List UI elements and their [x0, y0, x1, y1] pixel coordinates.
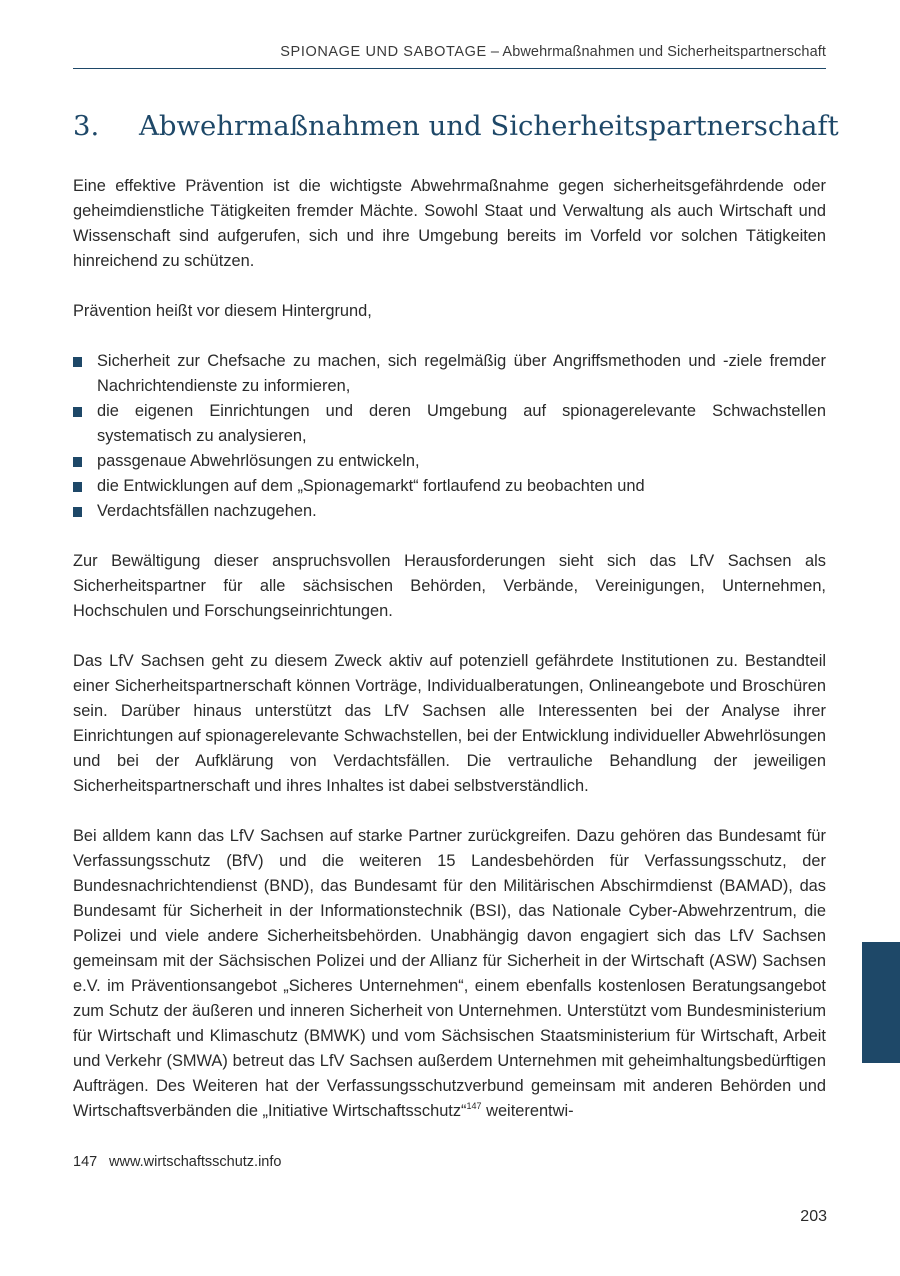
header-rule [73, 68, 826, 69]
body-text [73, 174, 826, 1149]
bullet-list [73, 349, 826, 524]
list-item [73, 474, 826, 499]
square-bullet-icon [73, 357, 82, 367]
running-header-chapter: Abwehrmaßnahmen und Sicherheitspartnerschaft [502, 44, 826, 60]
square-bullet-icon [73, 457, 82, 467]
paragraph-security-partner: Zur Bewältigung dieser anspruchsvollen Herausforderungen sieht sich das LfV Sachsen als Sicherheitspartner für alle sächsischen Behörden, Verbände, Vereinigungen, Unternehmen, Hochschulen und Forschungseinrichtungen. [73, 552, 826, 620]
paragraph-partners [73, 824, 826, 1124]
list-item [73, 499, 826, 524]
page-number: 203 [800, 1208, 827, 1225]
running-header-separator: – [486, 44, 503, 60]
footnote-number: 147 [73, 1154, 98, 1170]
list-item-text: Verdachtsfällen nachzugehen. [97, 502, 317, 520]
square-bullet-icon [73, 482, 82, 492]
list-item-text: die Entwicklungen auf dem „Spionagemarkt“ fortlaufend zu beobachten und [97, 477, 645, 495]
square-bullet-icon [73, 407, 82, 417]
chapter-title: Abwehrmaßnahmen und Sicherheitspartnerschaft [139, 110, 839, 142]
list-item [73, 349, 826, 399]
chapter-number: 3. [73, 110, 100, 142]
list-item-text: die eigenen Einrichtungen und deren Umgebung auf spionagerelevante Schwachstellen systematisch zu analysieren, [97, 402, 826, 445]
chapter-side-tab [862, 942, 900, 1063]
footnote-link[interactable]: www.wirtschaftsschutz.info [109, 1154, 282, 1170]
list-item-text: Sicherheit zur Chefsache zu machen, sich regelmäßig über Angriffsmethoden und -ziele fremder Nachrichtendienste zu informieren, [97, 352, 826, 395]
running-header-section: SPIONAGE UND SABOTAGE [280, 44, 487, 60]
paragraph-partners-tail: weiterentwi- [481, 1102, 574, 1120]
paragraph-partnership-offer: Das LfV Sachsen geht zu diesem Zweck aktiv auf potenziell gefährdete Institutionen zu. Bestandteil einer Sicherheitspartnerschaft können Vorträge, Individualberatungen, Onlineangebote und Broschüren sein. Darüber hinaus unterstützt das LfV Sachsen alle Interessenten bei der Analyse ihrer Einrichtungen auf spionagerelevante Schwachstellen, bei der Entwicklung individueller Abwehrlösungen und bei der Aufklärung von Verdachtsfällen. Die vertrauliche Behandlung der jeweiligen Sicherheitspartnerschaft und ihres Inhaltes ist dabei selbstverständlich. [73, 652, 826, 795]
list-item [73, 449, 826, 474]
square-bullet-icon [73, 507, 82, 517]
paragraph-partners-text: Bei alldem kann das LfV Sachsen auf starke Partner zurückgreifen. Dazu gehören das Bundesamt für Verfassungsschutz (BfV) und die weiteren 15 Landesbehörden für Verfassungsschutz, der Bundesnachrichtendienst (BND), das Bundesamt für den Militärischen Abschirmdienst (BAMAD), das Bundesamt für Sicherheit in der Informationstechnik (BSI), das Nationale Cyber-Abwehrzentrum, die Polizei und viele andere Sicherheitsbehörden. Unabhängig davon engagiert sich das LfV Sachsen gemeinsam mit der Sächsischen Polizei und der Allianz für Sicherheit in der Wirtschaft (ASW) Sachsen e.V. im Präventionsangebot „Sicheres Unternehmen“, einem ebenfalls kostenlosen Beratungsangebot zum Schutz der äußeren und inneren Sicherheit von Unternehmen. Unterstützt vom Bundesministerium für Wirtschaft und Klimaschutz (BMWK) und vom Sächsischen Staatsministerium für Wirtschaft, Arbeit und Verkehr (SMWA) betreut das LfV Sachsen außerdem Unternehmen mit geheimhaltungsbedürftigen Aufträgen. Des Weiteren hat der Verfassungsschutzverbund gemeinsam mit anderen Behörden und Wirtschaftsverbänden die „Initiative Wirtschaftsschutz“ [73, 827, 826, 1120]
footnote [73, 1154, 281, 1170]
chapter-heading [73, 110, 839, 142]
list-item-text: passgenaue Abwehrlösungen zu entwickeln, [97, 452, 420, 470]
footnote-reference[interactable]: 147 [466, 1101, 482, 1111]
paragraph-intro: Eine effektive Prävention ist die wichtigste Abwehrmaßnahme gegen sicherheitsgefährdende oder geheimdienstliche Tätigkeiten fremder Mächte. Sowohl Staat und Verwaltung als auch Wirtschaft und Wissenschaft sind aufgerufen, sich und ihre Umgebung bereits im Vorfeld vor solchen Tätigkeiten hinreichend zu schützen. [73, 177, 826, 270]
paragraph-lead-in: Prävention heißt vor diesem Hintergrund, [73, 302, 372, 320]
list-item [73, 399, 826, 449]
running-header [73, 44, 826, 60]
